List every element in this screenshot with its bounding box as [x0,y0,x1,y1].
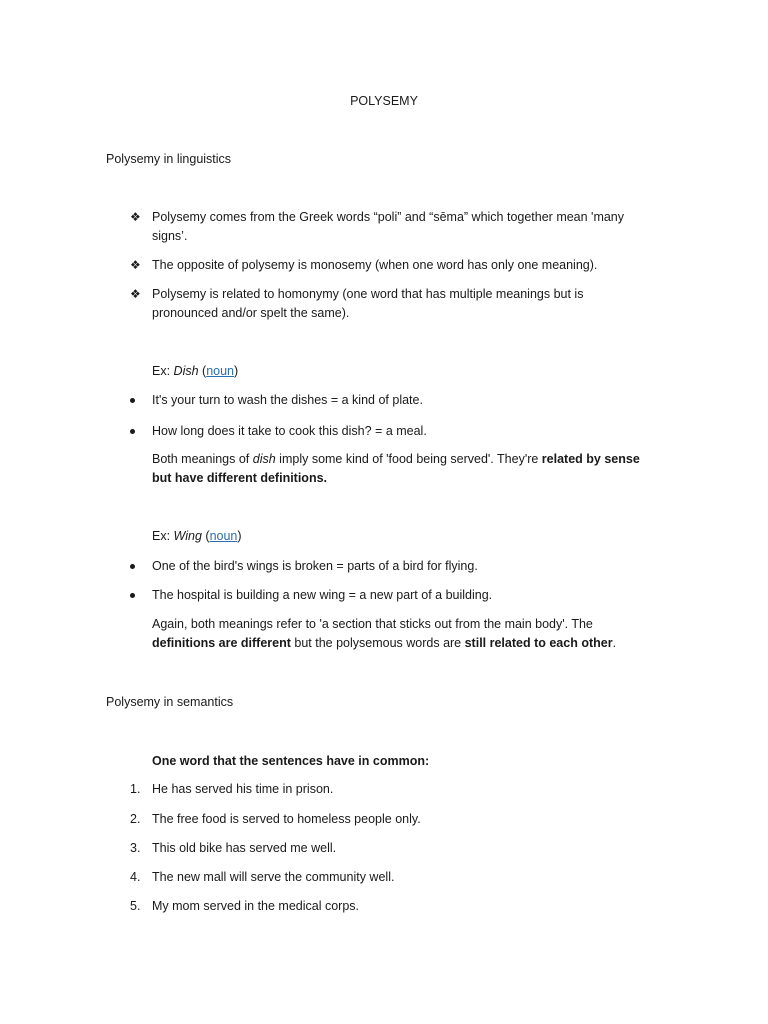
item-number: 3. [130,841,141,855]
section-heading-linguistics: Polysemy in linguistics [106,152,232,166]
explanation-text: imply some kind of 'food being served'. They're [275,452,542,466]
item-number: 5. [130,899,141,913]
list-item-text: Polysemy is related to homonymy (one word that has multiple meanings but is pronounced and/or spelt the same). [152,287,584,320]
paren-close: ) [234,364,239,378]
example-prefix: Ex: [152,364,174,378]
item-number: 4. [130,870,141,884]
item-text: He has served his time in prison. [152,782,334,796]
item-text: The free food is served to homeless people only. [152,812,421,826]
item-text: This old bike has served me well. [152,841,337,855]
paren-close: ) [237,529,242,543]
section-heading-semantics: Polysemy in semantics [106,695,234,709]
exercise-prompt [152,752,650,771]
list-item-text: It's your turn to wash the dishes = a kind of plate. [152,393,423,407]
explanation-bold: definitions are different [152,636,291,650]
explanation-text: but the polysemous words are [290,636,465,650]
example-heading-wing [152,527,650,546]
list-item-text: The hospital is building a new wing = a new part of a building. [152,588,493,602]
explanation-text: Both meanings of [152,452,253,466]
explanation-text: . [612,636,617,650]
explanation-bold: still related to each other [464,636,613,650]
example-word: Dish [173,364,199,378]
example-word: Wing [173,529,202,543]
diamond-bullet-icon: ❖ [130,287,141,301]
exercise-prompt-text: One word that the sentences have in common: [152,754,430,768]
noun-link[interactable]: noun [209,529,238,543]
paren-open: ( [198,364,207,378]
diamond-bullet-icon: ❖ [130,258,141,272]
explanation-bold: related by sense but have different definitions. [152,452,640,485]
explanation-dish [152,450,650,488]
list-item-text: How long does it take to cook this dish? = a meal. [152,424,427,438]
item-text: My mom served in the medical corps. [152,899,360,913]
diamond-bullet-icon: ❖ [130,210,141,224]
paren-open: ( [201,529,210,543]
item-text: The new mall will serve the community well. [152,870,395,884]
explanation-word: dish [252,452,276,466]
list-item-text: Polysemy comes from the Greek words “poli” and “sēma” which together mean 'many signs’. [152,210,625,243]
item-number: 1. [130,782,141,796]
item-number: 2. [130,812,141,826]
list-item-text: The opposite of polysemy is monosemy (when one word has only one meaning). [152,258,598,272]
list-item-text: One of the bird's wings is broken = parts of a bird for flying. [152,559,478,573]
document-title: POLYSEMY [350,94,418,108]
example-heading-dish [152,362,650,381]
example-prefix: Ex: [152,529,174,543]
explanation-text: Again, both meanings refer to 'a section that sticks out from the main body'. The [152,617,593,631]
noun-link[interactable]: noun [206,364,235,378]
explanation-wing [152,615,650,653]
